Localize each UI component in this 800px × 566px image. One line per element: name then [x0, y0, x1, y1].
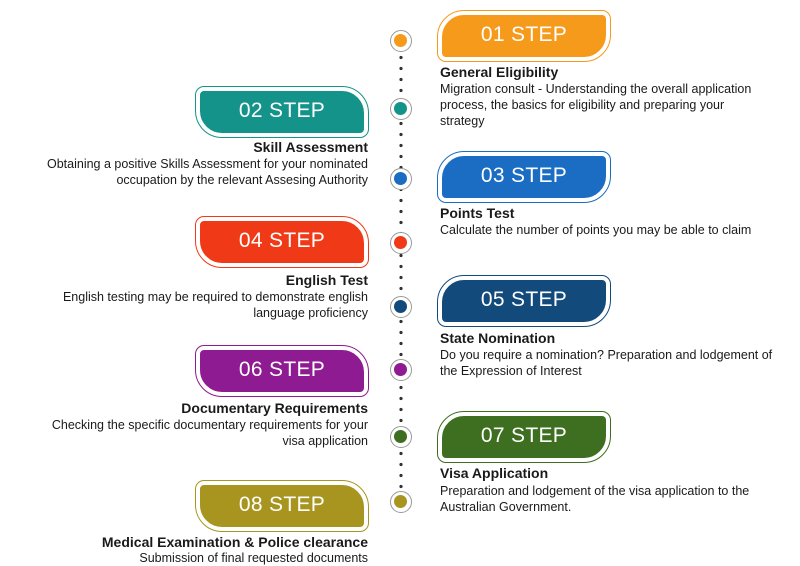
- step-08-badge: 08 STEP: [198, 483, 366, 529]
- step-08-node: [390, 491, 412, 513]
- step-08-description: Submission of final requested documents: [139, 551, 368, 565]
- step-01-title: General Eligibility: [440, 64, 559, 80]
- step-03-description: Calculate the number of points you may be able to claim: [440, 223, 752, 237]
- step-03-badge: 03 STEP: [440, 154, 608, 200]
- step-08-title: Medical Examination & Police clearance: [101, 534, 368, 550]
- step-07-title: Visa Application: [440, 465, 549, 481]
- step-06-title: Documentary Requirements: [181, 400, 368, 416]
- step-01-node: [390, 30, 412, 52]
- step-05-title: State Nomination: [440, 330, 556, 346]
- step-07-node: [390, 426, 412, 448]
- step-02-node: [390, 98, 412, 120]
- step-03-node: [390, 168, 412, 190]
- step-05-node: [390, 296, 412, 318]
- step-02-description: Obtaining a positive Skills Assessment for your nominated occupation by the relevant Assesing Authority: [47, 157, 368, 187]
- step-01-badge: 01 STEP: [440, 13, 608, 59]
- step-06-badge: 06 STEP: [198, 348, 366, 394]
- step-06-description: Checking the specific documentary requirements for your visa application: [51, 418, 368, 448]
- step-02-badge: 02 STEP: [198, 89, 366, 135]
- step-02-title: Skill Assessment: [253, 139, 368, 155]
- step-04-title: English Test: [285, 272, 368, 288]
- step-03-title: Points Test: [440, 205, 515, 221]
- step-05-description: Do you require a nomination? Preparation and lodgement of the Expression of Interest: [440, 348, 773, 378]
- step-07-description: Preparation and lodgement of the visa application to the Australian Government.: [440, 484, 750, 514]
- step-04-node: [390, 232, 412, 254]
- step-01-description: Migration consult - Understanding the overall application process, the basics for eligibility and preparing your strategy: [440, 82, 752, 128]
- step-07-badge: 07 STEP: [440, 414, 608, 460]
- step-06-node: [390, 359, 412, 381]
- step-05-badge: 05 STEP: [440, 278, 608, 324]
- step-04-description: English testing may be required to demonstrate english language proficiency: [62, 290, 368, 320]
- step-04-badge: 04 STEP: [198, 219, 366, 265]
